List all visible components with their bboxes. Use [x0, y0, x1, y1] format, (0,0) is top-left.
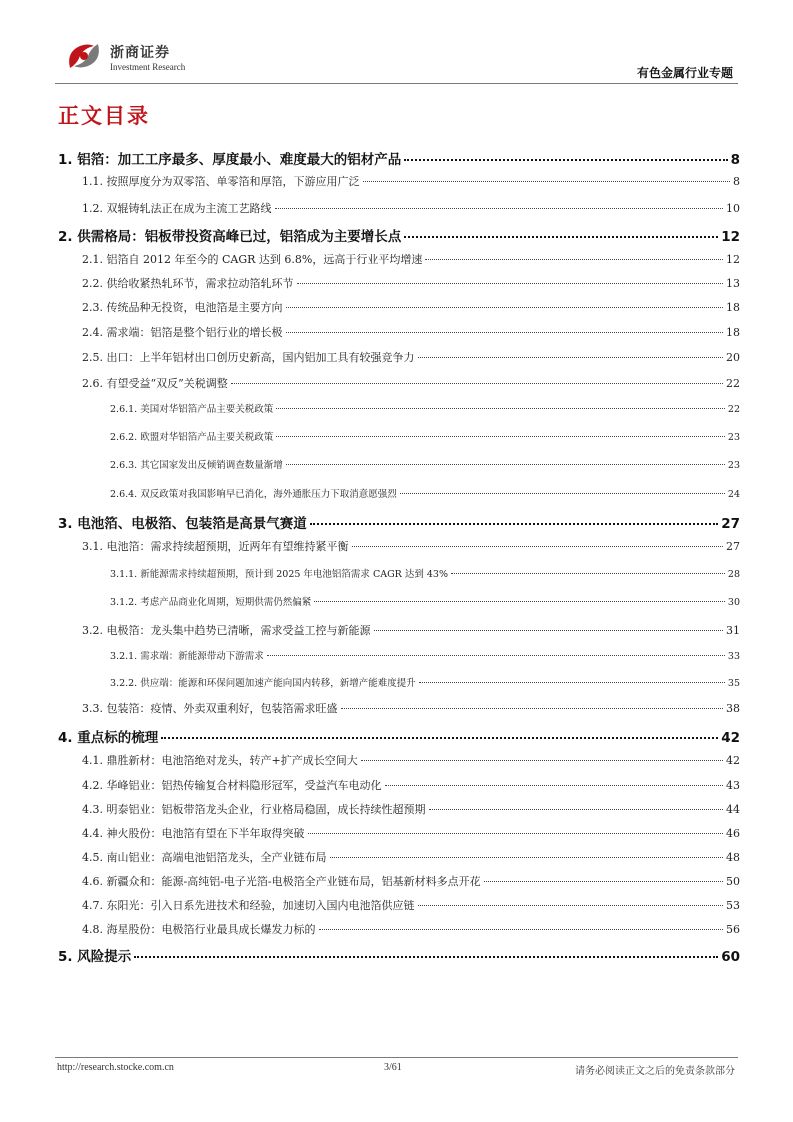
toc-entry-label: 4.6. 新疆众和：能源-高纯铝-电子光箔-电极箔全产业链布局，铝基新材料多点开花	[82, 875, 481, 888]
toc-entry-label: 2.6.1. 美国对华铝箔产品主要关税政策	[110, 404, 274, 415]
brand-subtitle: Investment Research	[110, 62, 186, 72]
toc-entry-page: 38	[726, 702, 740, 715]
toc-entry-label: 4.3. 明泰铝业：铝板带箔龙头企业，行业格局稳固，成长持续性超预期	[82, 803, 426, 816]
brand-name: 浙商证券	[110, 45, 170, 61]
toc-entry[interactable]	[58, 324, 740, 340]
toc-entry-label: 4.5. 南山铝业：高端电池铝箔龙头，全产业链布局	[82, 851, 327, 864]
toc-entry-page: 12	[721, 229, 740, 245]
toc-leader-dots	[451, 573, 725, 574]
toc-leader-dots	[286, 307, 724, 308]
toc-entry[interactable]	[58, 349, 740, 365]
toc-leader-dots	[134, 956, 718, 958]
toc-leader-dots	[161, 737, 718, 739]
toc-entry-page: 28	[727, 569, 740, 580]
toc-leader-dots	[385, 785, 724, 786]
toc-leader-dots	[419, 682, 725, 683]
toc-leader-dots	[484, 881, 723, 882]
toc-entry[interactable]	[58, 675, 740, 689]
toc-entry-label: 2.5. 出口：上半年铝材出口创历史新高，国内铝加工具有较强竞争力	[82, 351, 415, 364]
toc-entry[interactable]	[58, 777, 740, 793]
toc-entry[interactable]	[58, 401, 740, 415]
toc-entry[interactable]	[58, 873, 740, 889]
toc-entry-label: 2.6.2. 欧盟对华铝箔产品主要关税政策	[110, 432, 274, 443]
toc-entry-page: 8	[730, 152, 740, 168]
toc-leader-dots	[352, 546, 724, 547]
toc-leader-dots	[330, 857, 724, 858]
toc-entry[interactable]	[58, 945, 740, 965]
toc-leader-dots	[310, 523, 718, 525]
toc-entry[interactable]	[58, 801, 740, 817]
toc-entry-page: 23	[727, 460, 740, 471]
toc-entry[interactable]	[58, 251, 740, 267]
toc-entry[interactable]	[58, 700, 740, 716]
toc-entry-page: 22	[726, 377, 740, 390]
toc-entry-page: 27	[726, 540, 740, 553]
toc-entry[interactable]	[58, 457, 740, 471]
toc-entry-page: 20	[726, 351, 740, 364]
toc-leader-dots	[418, 905, 724, 906]
toc-entry[interactable]	[58, 921, 740, 937]
page-number: 3/61	[384, 1062, 402, 1073]
toc-entry-page: 8	[733, 175, 740, 188]
toc-entry-page: 44	[726, 803, 740, 816]
toc-leader-dots	[286, 332, 724, 333]
toc-entry-label: 2.1. 铝箔自 2012 年至今的 CAGR 达到 6.8%，远高于行业平均增速	[82, 253, 423, 266]
toc-leader-dots	[297, 283, 724, 284]
report-type: 有色金属行业专题	[636, 66, 733, 80]
toc-entry-page: 24	[727, 489, 740, 500]
toc-leader-dots	[400, 493, 725, 494]
toc-entry-page: 18	[726, 326, 740, 339]
toc-entry[interactable]	[58, 200, 740, 216]
toc-leader-dots	[319, 929, 724, 930]
toc-leader-dots	[267, 655, 725, 656]
toc-entry-page: 23	[727, 432, 740, 443]
toc-entry-page: 31	[726, 624, 740, 637]
toc-entry-page: 22	[727, 404, 740, 415]
toc-entry-label: 4.8. 海星股份：电极箔行业最具成长爆发力标的	[82, 923, 316, 936]
toc-leader-dots	[276, 436, 725, 437]
toc-entry-page: 60	[721, 949, 740, 965]
toc-entry[interactable]	[58, 726, 740, 746]
toc-leader-dots	[418, 357, 724, 358]
toc-entry[interactable]	[58, 594, 740, 608]
toc-entry[interactable]	[58, 299, 740, 315]
toc-leader-dots	[231, 383, 723, 384]
toc-entry-page: 43	[726, 779, 740, 792]
logo-icon	[64, 38, 104, 74]
toc-entry[interactable]	[58, 897, 740, 913]
toc-entry-page: 56	[726, 923, 740, 936]
toc-leader-dots	[275, 208, 724, 209]
toc-entry[interactable]	[58, 225, 740, 245]
toc-entry-label: 3.3. 包装箔：疫情、外卖双重利好，包装箔需求旺盛	[82, 702, 338, 715]
toc-entry[interactable]	[58, 512, 740, 532]
toc-entry-page: 13	[726, 277, 740, 290]
toc-entry-page: 33	[727, 651, 740, 662]
toc-entry-label: 4.1. 鼎胜新材：电池箔绝对龙头，转产+扩产成长空间大	[82, 754, 358, 767]
toc-entry-label: 1.1. 按照厚度分为双零箔、单零箔和厚箔，下游应用广泛	[82, 175, 360, 188]
toc-entry-label: 4.2. 华峰铝业：铝热传输复合材料隐形冠军，受益汽车电动化	[82, 779, 382, 792]
toc-entry-label: 4.7. 东阳光：引入日系先进技术和经验，加速切入国内电池箔供应链	[82, 899, 415, 912]
toc-entry-label: 3.1. 电池箔：需求持续超预期，近两年有望维持紧平衡	[82, 540, 349, 553]
toc-entry-page: 10	[726, 202, 740, 215]
toc-entry-page: 30	[727, 597, 740, 608]
toc-entry-label: 3.2.2. 供应端：能源和环保问题加速产能向国内转移，新增产能难度提升	[110, 678, 416, 689]
toc-entry-page: 35	[727, 678, 740, 689]
toc-entry[interactable]	[58, 173, 740, 189]
toc-entry-label: 3. 电池箔、电极箔、包装箔是高景气赛道	[58, 516, 307, 532]
toc-leader-dots	[404, 236, 718, 238]
toc-leader-dots	[363, 181, 731, 182]
toc-entry-page: 18	[726, 301, 740, 314]
toc-entry-label: 3.2. 电极箔：龙头集中趋势已清晰，需求受益工控与新能源	[82, 624, 371, 637]
toc-entry[interactable]	[58, 486, 740, 500]
toc-entry-page: 42	[726, 754, 740, 767]
toc-entry-label: 3.1.2. 考虑产品商业化周期，短期供需仍然偏紧	[110, 597, 312, 608]
toc-entry-label: 4. 重点标的梳理	[58, 730, 159, 746]
toc-entry[interactable]	[58, 275, 740, 291]
toc-entry[interactable]	[58, 849, 740, 865]
toc-entry-label: 2.6. 有望受益“双反”关税调整	[82, 377, 228, 390]
toc-entry-page: 48	[726, 851, 740, 864]
toc-leader-dots	[276, 408, 725, 409]
footer-divider	[55, 1057, 738, 1058]
toc-entry-label: 3.1.1. 新能源需求持续超预期，预计到 2025 年电池铝箔需求 CAGR 达到 43%	[110, 569, 448, 580]
toc-leader-dots	[286, 464, 725, 465]
toc-entry[interactable]	[58, 538, 740, 554]
toc-leader-dots	[308, 833, 724, 834]
toc-entry-page: 53	[726, 899, 740, 912]
toc-leader-dots	[404, 159, 727, 161]
page-title: 正文目录	[58, 104, 150, 128]
toc-entry-label: 5. 风险提示	[58, 949, 132, 965]
footer-disclaimer: 请务必阅读正文之后的免责条款部分	[575, 1066, 735, 1077]
toc-leader-dots	[314, 601, 725, 602]
toc-entry-page: 12	[726, 253, 740, 266]
toc-entry-label: 2.4. 需求端：铝箔是整个铝行业的增长极	[82, 326, 283, 339]
toc-entry-label: 2.6.4. 双反政策对我国影响早已消化，海外通胀压力下取消意愿强烈	[110, 489, 397, 500]
toc-entry[interactable]	[58, 429, 740, 443]
toc-entry[interactable]	[58, 148, 740, 168]
toc-entry-label: 4.4. 神火股份：电池箔有望在下半年取得突破	[82, 827, 305, 840]
toc-entry-page: 46	[726, 827, 740, 840]
toc-entry[interactable]	[58, 622, 740, 638]
header-divider	[55, 83, 738, 84]
toc-entry[interactable]	[58, 648, 740, 662]
toc-entry-label: 3.2.1. 需求端：新能源带动下游需求	[110, 651, 264, 662]
toc-entry-page: 50	[726, 875, 740, 888]
toc-entry[interactable]	[58, 752, 740, 768]
page-header	[0, 0, 793, 85]
toc-leader-dots	[374, 630, 724, 631]
toc-entry-page: 27	[721, 516, 740, 532]
toc-entry[interactable]	[58, 825, 740, 841]
footer-url[interactable]: http://research.stocke.com.cn	[57, 1062, 174, 1073]
toc-entry[interactable]	[58, 375, 740, 391]
toc-entry-label: 1. 铝箔：加工工序最多、厚度最小、难度最大的铝材产品	[58, 152, 402, 168]
toc-leader-dots	[429, 809, 724, 810]
toc-entry[interactable]	[58, 566, 740, 580]
toc-entry-label: 2.3. 传统品种无投资，电池箔是主要方向	[82, 301, 283, 314]
toc-entry-label: 2. 供需格局：铝板带投资高峰已过，铝箔成为主要增长点	[58, 229, 402, 245]
toc-entry-label: 2.2. 供给收紧热轧环节，需求拉动箔轧环节	[82, 277, 294, 290]
toc-leader-dots	[361, 760, 723, 761]
toc-entry-label: 2.6.3. 其它国家发出反倾销调查数量渐增	[110, 460, 283, 471]
toc-entry-page: 42	[721, 730, 740, 746]
toc-entry-label: 1.2. 双辊铸轧法正在成为主流工艺路线	[82, 202, 272, 215]
toc-leader-dots	[425, 259, 723, 260]
toc-leader-dots	[341, 708, 724, 709]
